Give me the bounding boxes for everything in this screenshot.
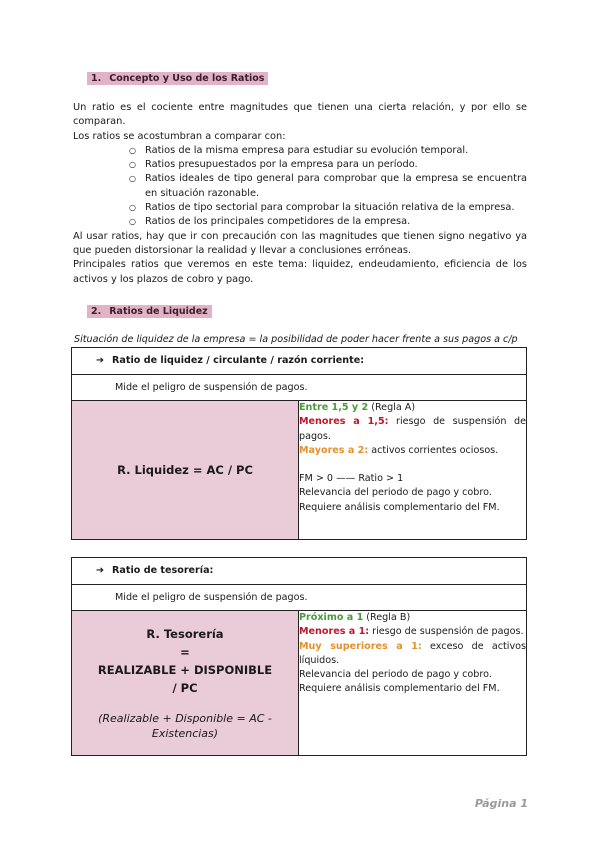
liquidity-ratio-table	[71, 347, 527, 540]
relevance-line: Relevancia del periodo de pago y cobro.	[299, 669, 492, 681]
description-text: Mide el peligro de suspensión de pagos.	[115, 382, 308, 393]
list-item: ○ Ratios de tipo sectorial para comprobar la situación relativa de la empresa.	[145, 201, 527, 215]
section-body-1	[73, 101, 527, 287]
section-number: 1.	[91, 73, 102, 84]
analysis-line: Requiere análisis complementario del FM.	[299, 501, 500, 513]
rule-orange-text: exceso de activos líquidos.	[299, 640, 526, 666]
rules-cell	[299, 611, 527, 756]
description-text: Mide el peligro de suspensión de pagos.	[115, 592, 308, 603]
table-header-label: Ratio de tesorería:	[112, 565, 214, 576]
section-heading-2	[87, 305, 212, 318]
table-header	[72, 348, 527, 375]
rule-orange-text: activos corrientes ociosos.	[368, 444, 499, 456]
rule-red: Menores a 1,5:	[299, 416, 389, 428]
comparison-list	[145, 144, 527, 230]
topics-paragraph: Principales ratios que veremos en este tema: liquidez, endeudamiento, eficiencia de los activos y los plazos de cobro y pago.	[73, 259, 527, 285]
rules-cell	[299, 401, 527, 540]
section-heading-1	[87, 72, 268, 85]
formula-cell	[72, 401, 299, 540]
page-number: Página 1	[474, 797, 528, 810]
intro-paragraph: Un ratio es el cociente entre magnitudes que tienen una cierta relación, y por ello se comparan.	[73, 102, 527, 128]
table-description	[72, 375, 527, 401]
section-title: Ratios de Liquidez	[109, 306, 208, 317]
list-item: ○ Ratios ideales de tipo general para comprobar que la empresa se encuentra en situación razonable.	[145, 172, 527, 201]
formula-note: (Realizable + Disponible = AC - Existencias)	[98, 712, 272, 740]
rule-red: Menores a 1:	[299, 626, 370, 638]
treasury-ratio-table	[71, 557, 527, 756]
relevance-line: Relevancia del periodo de pago y cobro.	[299, 487, 492, 499]
list-item: ○ Ratios de los principales competidores de la empresa.	[145, 215, 527, 229]
arrow-right-icon: ➔	[96, 565, 105, 576]
rule-red-text: riesgo de suspensión de pagos.	[299, 416, 526, 442]
section-title: Concepto y Uso de los Ratios	[109, 73, 265, 84]
formula-line: R. Tesorería	[146, 627, 224, 641]
analysis-line: Requiere análisis complementario del FM.	[299, 683, 500, 695]
rule-green-note: (Regla A)	[368, 402, 416, 413]
list-item: ○ Ratios presupuestados por la empresa para un período.	[145, 158, 527, 172]
fm-line: FM > 0 —— Ratio > 1	[299, 473, 404, 485]
table-header	[72, 558, 527, 585]
rule-orange: Muy superiores a 1:	[299, 640, 422, 652]
rule-green: Próximo a 1	[299, 612, 364, 623]
treasury-formula	[72, 625, 298, 697]
formula-cell	[72, 611, 299, 756]
rule-green: Entre 1,5 y 2	[299, 402, 369, 413]
formula-line: / PC	[172, 681, 198, 695]
compare-lead: Los ratios se acostumbran a comparar con:	[73, 130, 286, 142]
rule-green-note: (Regla B)	[363, 612, 411, 623]
rule-red-text: riesgo de suspensión de pagos.	[369, 626, 524, 638]
formula-line: REALIZABLE + DISPONIBLE	[97, 663, 273, 677]
caution-paragraph: Al usar ratios, hay que ir con precaución con las magnitudes que tienen signo negativo ya que pueden distorsionar la realidad y llevar a conclusiones erróneas.	[73, 230, 527, 256]
table-header-label: Ratio de liquidez / circulante / razón corriente:	[112, 355, 365, 366]
section-number: 2.	[91, 306, 102, 317]
formula-line: =	[180, 645, 190, 659]
arrow-right-icon: ➔	[96, 355, 105, 366]
table-description	[72, 585, 527, 611]
rule-orange: Mayores a 2:	[299, 444, 369, 456]
liquidity-formula: R. Liquidez = AC / PC	[117, 463, 253, 477]
list-item: ○ Ratios de la misma empresa para estudiar su evolución temporal.	[145, 144, 527, 158]
liquidity-caption: Situación de liquidez de la empresa = la posibilidad de poder hacer frente a sus pagos a c/p	[74, 334, 518, 345]
